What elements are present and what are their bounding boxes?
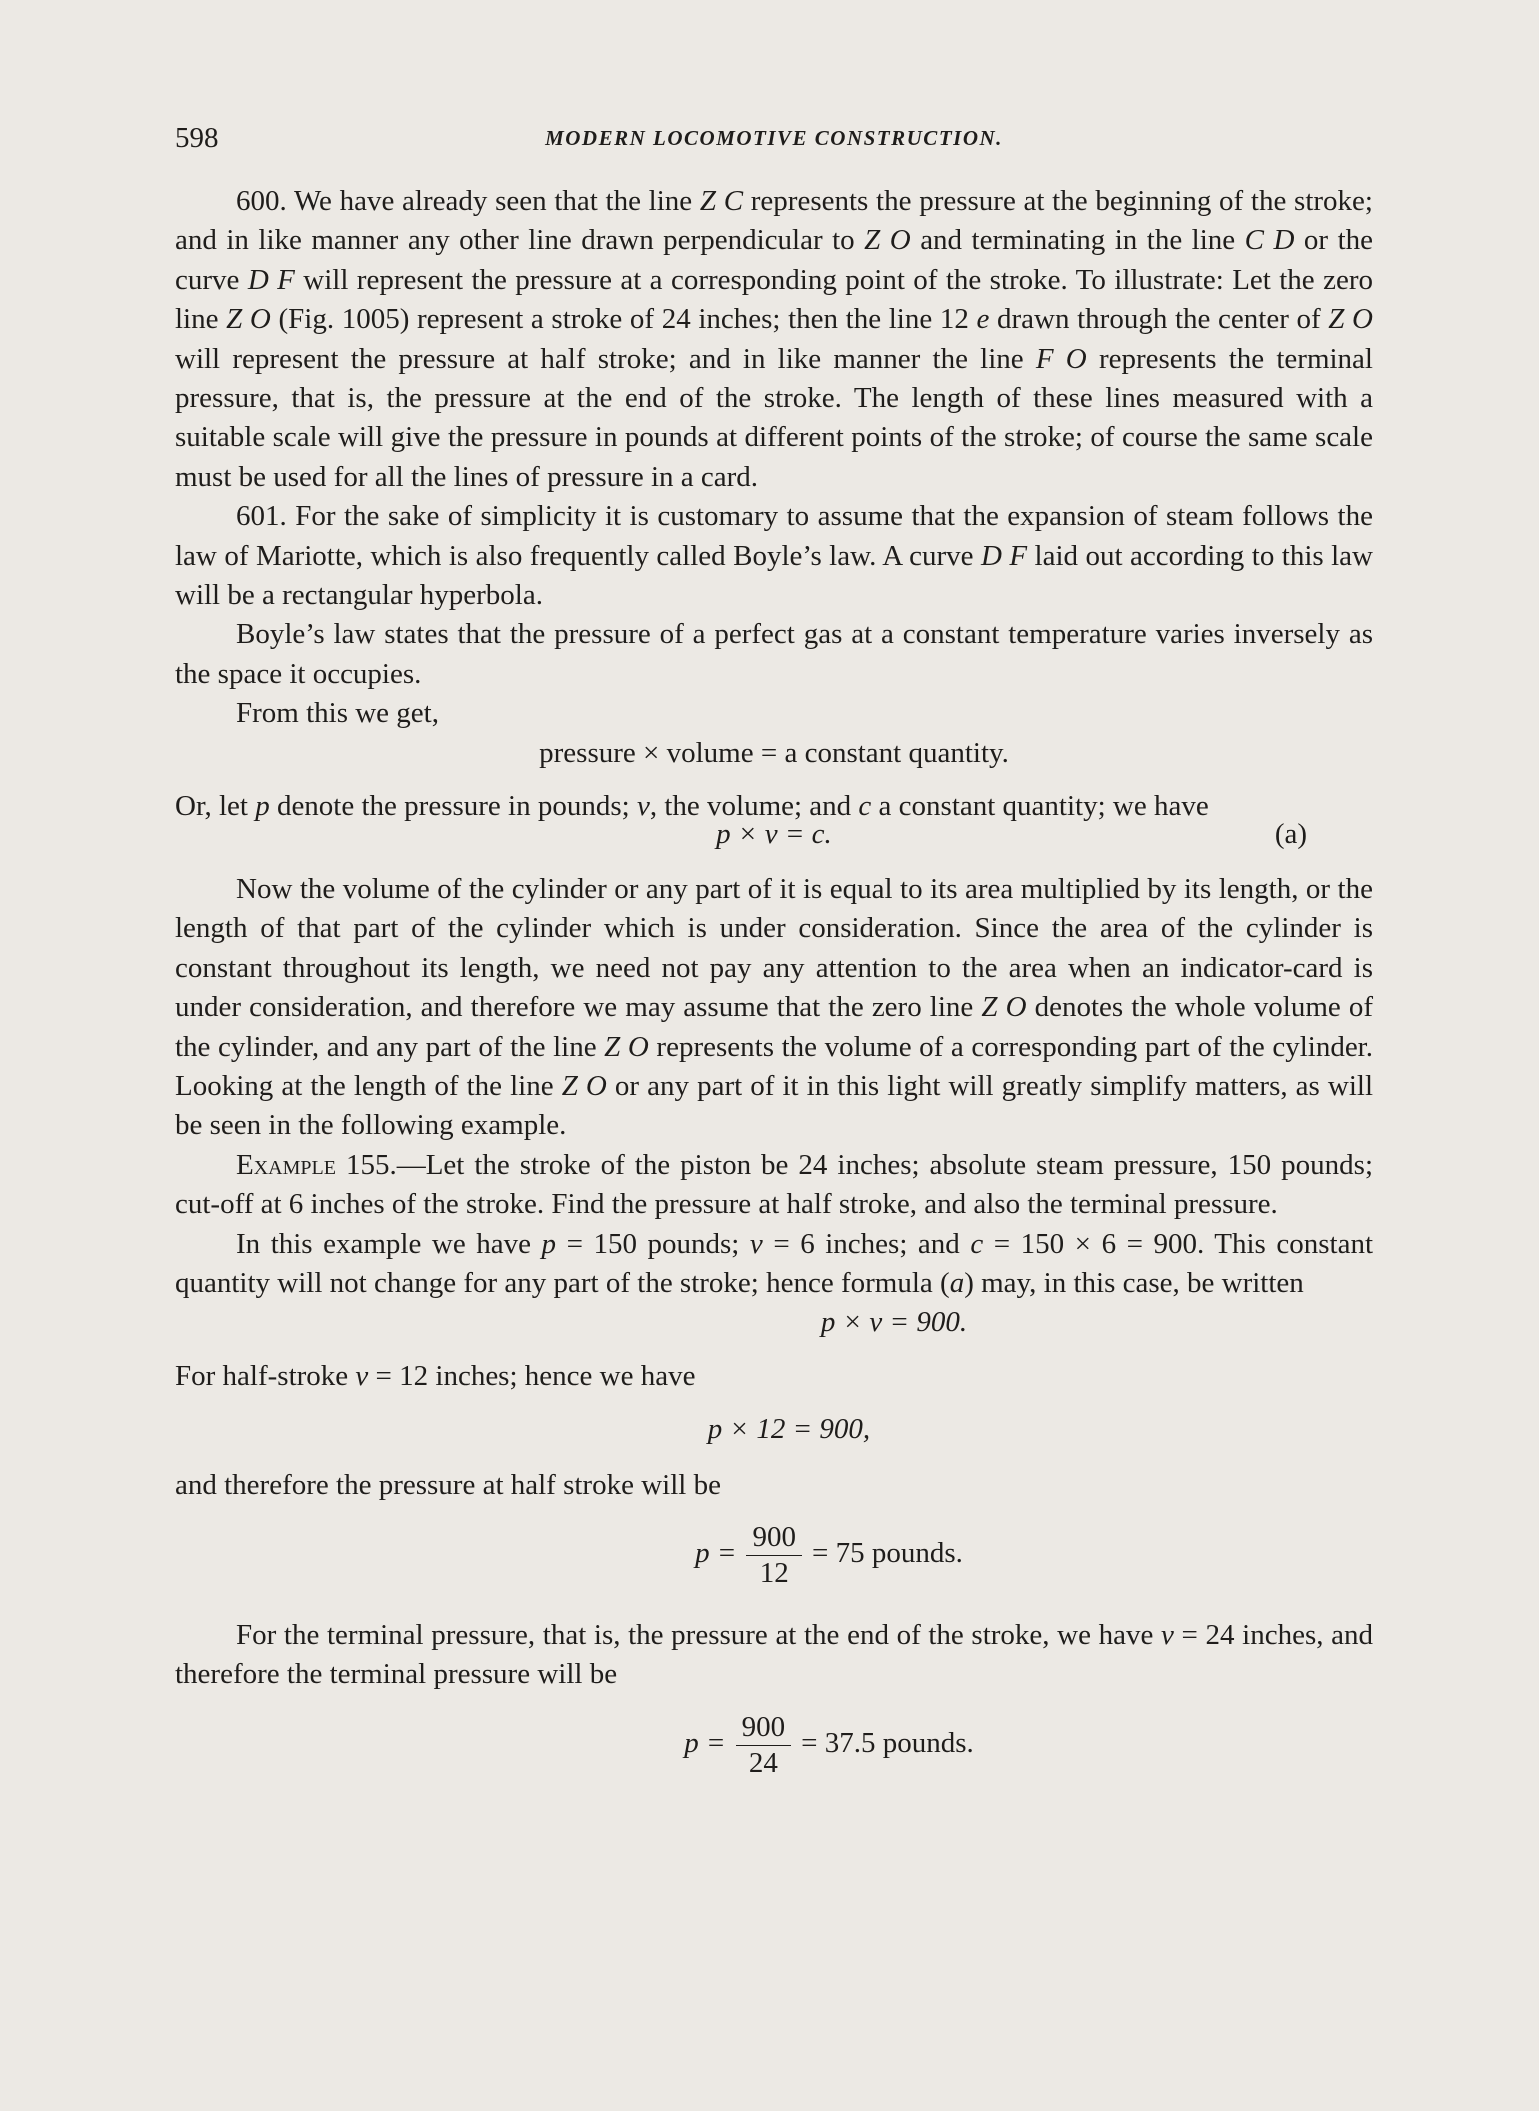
terminal-paragraph: For the terminal pressure, that is, the pressure at the end of the stroke, we have v = 24 inches, and therefore the terminal pressure will be [175,1619,1373,1691]
page-body [175,182,1373,1806]
equation-a-text: p × v = c. [716,817,832,850]
page-number: 598 [175,122,219,154]
fraction-equation-terminal: p = $\frac{900}{24}$ = 37.5 pounds. [684,1710,974,1779]
equation-900: p × v = 900. [820,1306,968,1339]
page-header [175,122,1373,156]
paragraph-600: 600. We have already seen that the line Z C represents the pressure at the beginning of the stroke; and in like manner any other line drawn perpendicular to Z O and terminating in the line C D or the curve D F will represent the pressure at a corresponding point of the stroke. To illustrate: Let the zero line Z O (Fig. 1005) represent a stroke of 24 inches; then the line 12 e drawn through the center of Z O will represent the pressure at half stroke; and in like manner the line F O represents the terminal pressure, that is, the pressure at the end of the stroke. The length of these lines measured with a suitable scale will give the pressure in pounds at different points of the stroke; of course the same scale must be used for all the lines of pressure in a card. [175,185,1373,493]
fraction-equation-half-stroke: p = $\frac{900}{12}$ = 75 pounds. [695,1521,963,1589]
equation-words: pressure × volume = a constant quantity. [539,736,1009,769]
volume-paragraph: Now the volume of the cylinder or any part of it is equal to its area multiplied by its length, or the length of that part of the cylinder which is under consideration. Since the area of the cylinder is constant throughout its length, we need not pay any attention to the area when an indicator-card is under consideration, and therefore we may assume that the zero line Z O denotes the whole volume of the cylinder, and any part of the line Z O represents the volume of a corresponding part of the cylinder. Looking at the length of the line Z O or any part of it in this light will greatly simplify matters, as will be seen in the following example. [175,872,1374,1142]
half-stroke-line: For half-stroke v = 12 inches; hence we have [175,1359,696,1392]
boyle-law-paragraph: Boyle’s law states that the pressure of a perfect gas at a constant temperature varies inversely as the space it occupies. [175,618,1373,690]
paragraph-601: 601. For the sake of simplicity it is customary to assume that the expansion of steam follows the law of Mariotte, which is also frequently called Boyle’s law. A curve D F laid out according to this law will be a rectangular hyperbola. [175,500,1373,612]
therefore-line: and therefore the pressure at half stroke will be [175,1468,721,1501]
running-head: MODERN LOCOMOTIVE CONSTRUCTION. [545,126,1003,150]
equation-12: p × 12 = 900, [707,1413,871,1446]
in-example-paragraph: In this example we have p = 150 pounds; v = 6 inches; and c = 150 × 6 = 900. This constant quantity will not change for any part of the stroke; hence formula (a) may, in this case, be written [175,1227,1374,1299]
equation-a [175,815,1373,854]
let-p-paragraph: Or, let p denote the pressure in pounds; v, the volume; and c a constant quantity; we have [175,790,1209,823]
equation-a-tag: (a) [1274,817,1307,850]
from-this-line: From this we get, [236,697,439,730]
example-155: Example 155.—Let the stroke of the piston be 24 inches; absolute steam pressure, 150 pounds; cut-off at 6 inches of the stroke. Find the pressure at half stroke, and also the terminal pressure. [175,1148,1373,1221]
